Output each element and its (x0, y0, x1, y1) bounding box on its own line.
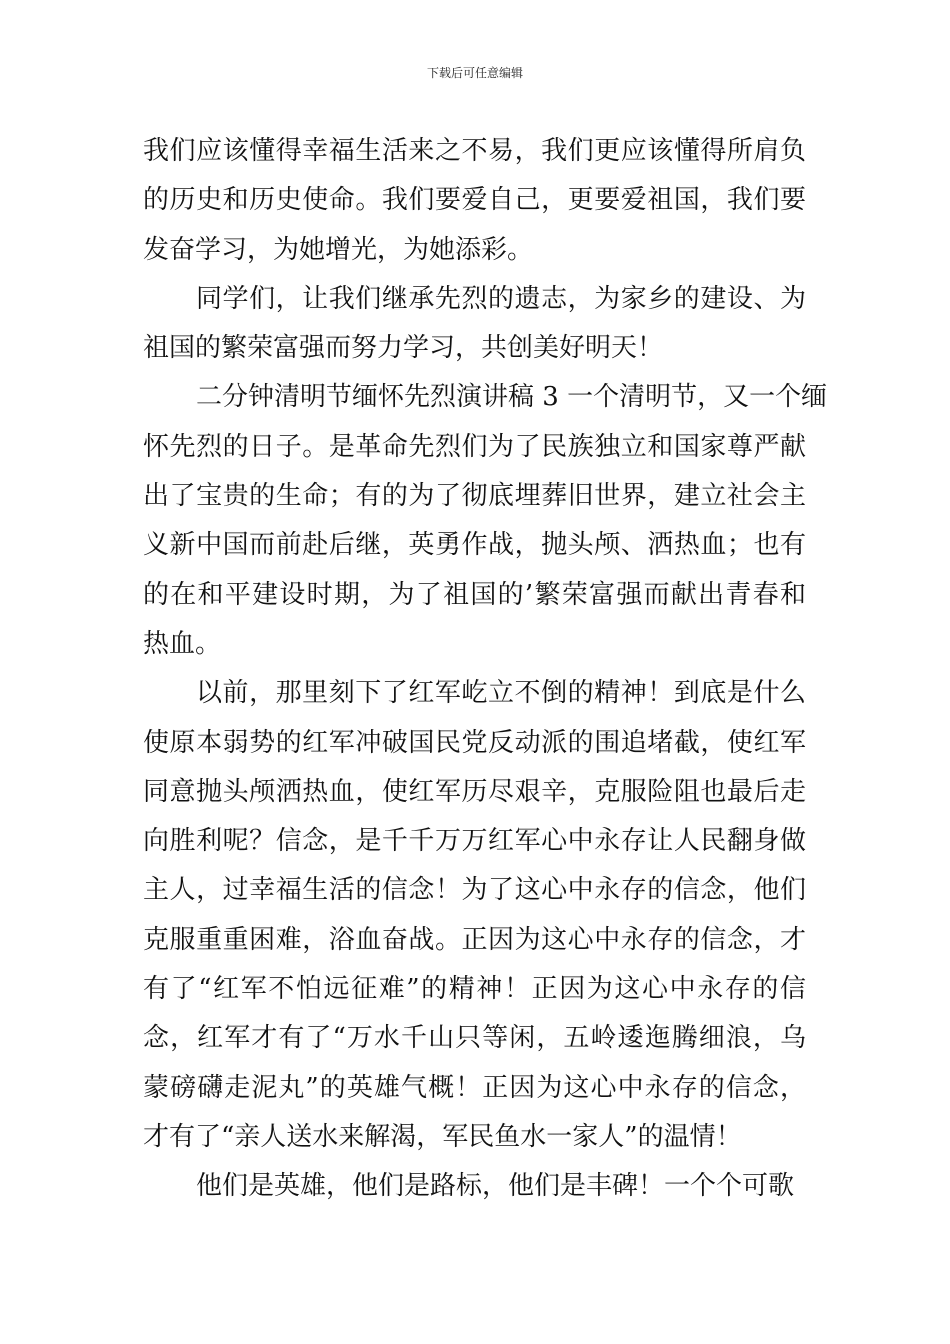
text-line: 使原本弱势的红军冲破国民党反动派的围追堵截，使红军 (143, 727, 806, 758)
text-line: 出了宝贵的生命；有的为了彻底埋葬旧世界，建立社会主 (143, 481, 806, 512)
text-line: 蒙磅礴走泥丸”的英雄气概！正因为这心中永存的信念， (143, 1072, 806, 1103)
text-line: 我们应该懂得幸福生活来之不易，我们更应该懂得所肩负 (143, 136, 806, 166)
text-line: 的历史和历史使命。我们要爱自己，更要爱祖国，我们要 (143, 185, 806, 216)
text-line: 的在和平建设时期，为了祖国的’繁荣富强而献出青春和 (143, 579, 806, 610)
text-line: 他们是英雄，他们是路标，他们是丰碑！一个个可歌 (196, 1171, 795, 1202)
document-body (143, 131, 828, 1216)
paragraph (143, 279, 806, 378)
text-line: 以前，那里刻下了红军屹立不倒的精神！到底是什么 (196, 678, 806, 709)
paragraph (143, 1166, 806, 1215)
text-line: 主人，过幸福生活的信念！为了这心中永存的信念，他们 (143, 875, 806, 906)
text-line: 克服重重困难，浴血奋战。正因为这心中永存的信念，才 (143, 924, 806, 955)
text-line: 怀先烈的日子。是革命先烈们为了民族独立和国家尊严献 (143, 431, 806, 462)
text-line: 向胜利呢？信念，是千千万万红军心中永存让人民翻身做 (143, 826, 806, 857)
text-line: 才有了“亲人送水来解渴，军民鱼水一家人”的温情！ (143, 1121, 742, 1152)
text-line: 念，红军才有了“万水千山只等闲，五岭逶迤腾细浪，乌 (143, 1023, 806, 1054)
text-line: 热血。 (143, 628, 222, 659)
text-line: 义新中国而前赴后继，英勇作战，抛头颅、洒热血；也有 (143, 530, 806, 561)
text-line: 发奋学习，为她增光，为她添彩。 (143, 234, 534, 265)
text-line: 祖国的繁荣富强而努力学习，共创美好明天！ (143, 333, 664, 364)
page-header: 下载后可任意编辑 (426, 66, 523, 80)
text-line: 有了“红军不怕远征难”的精神！正因为这心中永存的信 (143, 974, 806, 1005)
paragraph (143, 673, 806, 1166)
paragraph (143, 377, 828, 673)
text-line: 同意抛头颅洒热血，使红军历尽艰辛，克服险阻也最后走 (143, 776, 806, 807)
paragraph (143, 131, 806, 279)
text-line: 二分钟清明节缅怀先烈演讲稿 3 一个清明节，又一个缅 (196, 382, 828, 413)
text-line: 同学们，让我们继承先烈的遗志，为家乡的建设、为 (196, 283, 806, 314)
